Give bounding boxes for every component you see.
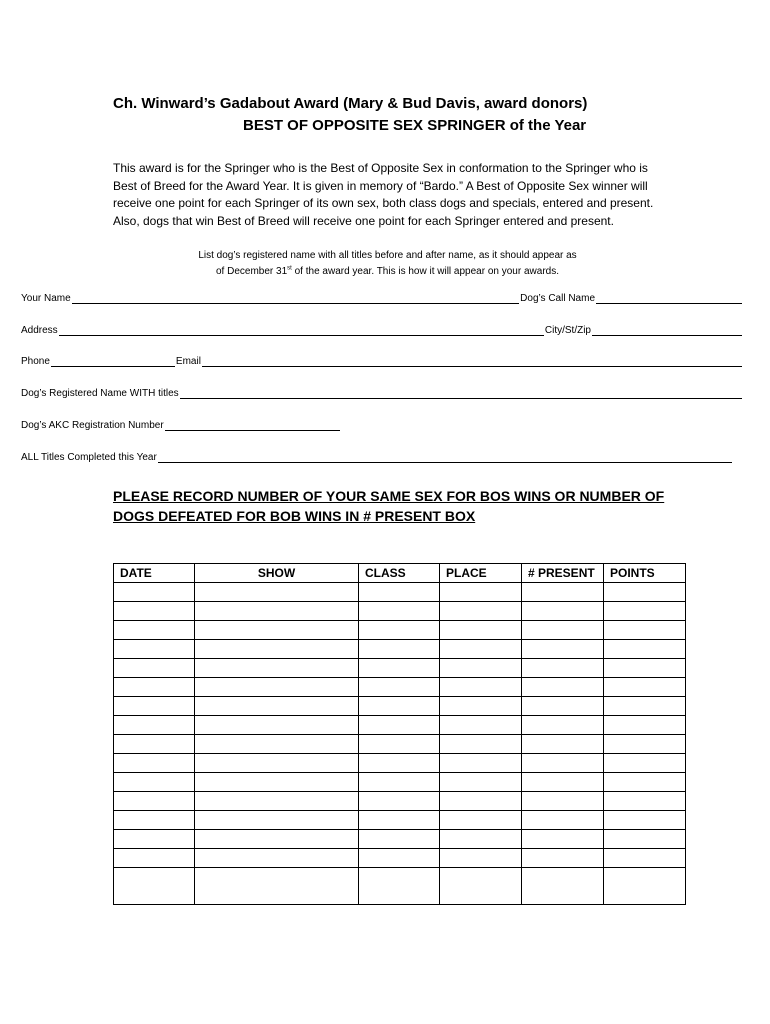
table-cell[interactable] bbox=[114, 830, 195, 849]
table-cell[interactable] bbox=[195, 602, 359, 621]
table-cell[interactable] bbox=[114, 792, 195, 811]
table-cell[interactable] bbox=[114, 602, 195, 621]
table-cell[interactable] bbox=[359, 849, 440, 868]
table-cell[interactable] bbox=[195, 868, 359, 905]
table-cell[interactable] bbox=[522, 602, 604, 621]
table-cell[interactable] bbox=[359, 773, 440, 792]
table-cell[interactable] bbox=[114, 811, 195, 830]
table-cell[interactable] bbox=[114, 659, 195, 678]
table-cell[interactable] bbox=[195, 792, 359, 811]
table-body bbox=[114, 583, 686, 905]
table-cell[interactable] bbox=[522, 583, 604, 602]
table-cell[interactable] bbox=[195, 716, 359, 735]
wins-record-table bbox=[113, 563, 686, 905]
table-cell[interactable] bbox=[195, 849, 359, 868]
table-cell[interactable] bbox=[440, 621, 522, 640]
table-cell[interactable] bbox=[114, 754, 195, 773]
table-cell[interactable] bbox=[195, 678, 359, 697]
note-line-2: of December 31st of the award year. This is how it will appear on your awards. bbox=[216, 265, 559, 277]
email-field[interactable] bbox=[202, 356, 742, 367]
table-cell[interactable] bbox=[604, 830, 686, 849]
table-cell[interactable] bbox=[440, 754, 522, 773]
contact-row bbox=[21, 355, 743, 369]
table-cell[interactable] bbox=[522, 716, 604, 735]
phone-field[interactable] bbox=[51, 356, 175, 367]
table-cell[interactable] bbox=[440, 602, 522, 621]
titles-label: ALL Titles Completed this Year bbox=[21, 452, 157, 463]
table-cell[interactable] bbox=[522, 659, 604, 678]
table-cell[interactable] bbox=[359, 716, 440, 735]
table-cell[interactable] bbox=[359, 697, 440, 716]
table-cell[interactable] bbox=[359, 659, 440, 678]
table-cell[interactable] bbox=[604, 697, 686, 716]
instructions-line-2: DOGS DEFEATED FOR BOB WINS IN # PRESENT BOX bbox=[113, 508, 476, 524]
table-cell[interactable] bbox=[114, 716, 195, 735]
table-cell[interactable] bbox=[359, 735, 440, 754]
table-cell[interactable] bbox=[359, 583, 440, 602]
table-cell[interactable] bbox=[440, 830, 522, 849]
table-cell[interactable] bbox=[114, 583, 195, 602]
table-row bbox=[114, 849, 686, 868]
table-cell[interactable] bbox=[195, 773, 359, 792]
table-cell[interactable] bbox=[195, 811, 359, 830]
table-cell[interactable] bbox=[440, 868, 522, 905]
table-cell[interactable] bbox=[604, 640, 686, 659]
award-description bbox=[113, 160, 703, 230]
table-cell[interactable] bbox=[440, 678, 522, 697]
akc-number-field[interactable] bbox=[165, 420, 340, 431]
table-cell[interactable] bbox=[604, 735, 686, 754]
table-cell[interactable] bbox=[359, 830, 440, 849]
table-cell[interactable] bbox=[522, 678, 604, 697]
table-cell[interactable] bbox=[604, 811, 686, 830]
table-cell[interactable] bbox=[195, 583, 359, 602]
city-field[interactable] bbox=[592, 325, 742, 336]
email-label: Email bbox=[175, 356, 201, 367]
table-row bbox=[114, 735, 686, 754]
show-header: SHOW bbox=[195, 564, 359, 583]
table-row bbox=[114, 792, 686, 811]
your-name-field[interactable] bbox=[72, 293, 519, 304]
present-header: # PRESENT bbox=[522, 564, 604, 583]
table-cell[interactable] bbox=[604, 716, 686, 735]
table-cell[interactable] bbox=[359, 811, 440, 830]
table-cell[interactable] bbox=[440, 659, 522, 678]
table-row bbox=[114, 811, 686, 830]
call-name-label: Dog’s Call Name bbox=[520, 293, 595, 304]
table-cell[interactable] bbox=[114, 640, 195, 659]
table-cell[interactable] bbox=[522, 773, 604, 792]
table-header-row bbox=[114, 564, 686, 583]
table-cell[interactable] bbox=[440, 697, 522, 716]
table-cell[interactable] bbox=[114, 735, 195, 754]
table-cell[interactable] bbox=[114, 621, 195, 640]
phone-label: Phone bbox=[21, 356, 50, 367]
table-row bbox=[114, 640, 686, 659]
table-cell[interactable] bbox=[522, 868, 604, 905]
titles-field[interactable] bbox=[158, 452, 732, 463]
table-cell[interactable] bbox=[522, 792, 604, 811]
registered-name-field[interactable] bbox=[180, 388, 742, 399]
date-header: DATE bbox=[114, 564, 195, 583]
table-cell[interactable] bbox=[440, 792, 522, 811]
table-cell[interactable] bbox=[114, 868, 195, 905]
table-cell[interactable] bbox=[604, 868, 686, 905]
table-cell[interactable] bbox=[522, 621, 604, 640]
table-cell[interactable] bbox=[522, 811, 604, 830]
description-line: Also, dogs that win Best of Breed will receive one point for each Springer entered and present. bbox=[113, 213, 614, 228]
call-name-field[interactable] bbox=[596, 293, 742, 304]
table-row bbox=[114, 678, 686, 697]
table-row bbox=[114, 697, 686, 716]
address-row bbox=[21, 324, 743, 338]
table-cell[interactable] bbox=[604, 602, 686, 621]
name-row bbox=[21, 292, 743, 306]
table-cell[interactable] bbox=[604, 849, 686, 868]
table-cell[interactable] bbox=[195, 735, 359, 754]
table-cell[interactable] bbox=[522, 735, 604, 754]
table-cell[interactable] bbox=[604, 754, 686, 773]
table-cell[interactable] bbox=[359, 621, 440, 640]
place-header: PLACE bbox=[440, 564, 522, 583]
city-label: City/St/Zip bbox=[544, 325, 591, 336]
table-cell[interactable] bbox=[522, 754, 604, 773]
titles-row bbox=[21, 451, 733, 465]
table-cell[interactable] bbox=[604, 659, 686, 678]
description-line: This award is for the Springer who is the Best of Opposite Sex in conformation to the Springer who is bbox=[113, 161, 648, 175]
table-cell[interactable] bbox=[114, 678, 195, 697]
registered-name-row bbox=[21, 387, 743, 401]
table-cell[interactable] bbox=[359, 640, 440, 659]
table-cell[interactable] bbox=[522, 697, 604, 716]
address-label: Address bbox=[21, 325, 58, 336]
note-line-1: List dog’s registered name with all titles before and after name, as it should appear as bbox=[198, 250, 577, 261]
description-line: Best of Breed for the Award Year. It is given in memory of “Bardo.” A Best of Opposite Sex winner will bbox=[113, 178, 648, 193]
table-row bbox=[114, 754, 686, 773]
table-cell[interactable] bbox=[359, 792, 440, 811]
table-row bbox=[114, 830, 686, 849]
table-cell[interactable] bbox=[440, 811, 522, 830]
akc-row bbox=[21, 419, 341, 433]
award-subtitle: BEST OF OPPOSITE SEX SPRINGER of the Year bbox=[243, 117, 587, 134]
table-row bbox=[114, 583, 686, 602]
table-cell[interactable] bbox=[359, 868, 440, 905]
akc-number-label: Dog’s AKC Registration Number bbox=[21, 420, 164, 431]
table-cell[interactable] bbox=[440, 773, 522, 792]
table-row bbox=[114, 773, 686, 792]
table-cell[interactable] bbox=[522, 849, 604, 868]
table-cell[interactable] bbox=[359, 678, 440, 697]
table-row bbox=[114, 621, 686, 640]
table-cell[interactable] bbox=[440, 583, 522, 602]
instructions-line-1: PLEASE RECORD NUMBER OF YOUR SAME SEX FOR BOS WINS OR NUMBER OF bbox=[113, 488, 665, 504]
table-cell[interactable] bbox=[440, 640, 522, 659]
registered-name-note bbox=[100, 248, 675, 279]
table-cell[interactable] bbox=[114, 773, 195, 792]
table-cell[interactable] bbox=[195, 621, 359, 640]
table-cell[interactable] bbox=[604, 583, 686, 602]
table-cell[interactable] bbox=[195, 659, 359, 678]
table-row bbox=[114, 716, 686, 735]
table-cell[interactable] bbox=[359, 602, 440, 621]
points-header: POINTS bbox=[604, 564, 686, 583]
table-cell[interactable] bbox=[359, 754, 440, 773]
table-cell[interactable] bbox=[440, 735, 522, 754]
table-cell[interactable] bbox=[604, 773, 686, 792]
table-cell[interactable] bbox=[195, 754, 359, 773]
address-field[interactable] bbox=[59, 325, 544, 336]
table-cell[interactable] bbox=[604, 621, 686, 640]
table-cell[interactable] bbox=[604, 678, 686, 697]
record-instructions bbox=[113, 486, 703, 526]
table-cell[interactable] bbox=[522, 640, 604, 659]
table-cell[interactable] bbox=[114, 697, 195, 716]
class-header: CLASS bbox=[359, 564, 440, 583]
table-cell[interactable] bbox=[440, 716, 522, 735]
award-title: Ch. Winward’s Gadabout Award (Mary & Bud Davis, award donors) bbox=[113, 95, 588, 112]
table-cell[interactable] bbox=[440, 849, 522, 868]
table-row bbox=[114, 659, 686, 678]
registered-name-label: Dog’s Registered Name WITH titles bbox=[21, 388, 179, 399]
table-cell[interactable] bbox=[114, 849, 195, 868]
table-cell[interactable] bbox=[195, 697, 359, 716]
table-cell[interactable] bbox=[195, 640, 359, 659]
table-cell[interactable] bbox=[195, 830, 359, 849]
your-name-label: Your Name bbox=[21, 293, 71, 304]
table-cell[interactable] bbox=[522, 830, 604, 849]
table-cell[interactable] bbox=[604, 792, 686, 811]
table-row bbox=[114, 602, 686, 621]
table-row bbox=[114, 868, 686, 905]
description-line: receive one point for each Springer of its own sex, both class dogs and specials, entered and present. bbox=[113, 196, 654, 211]
